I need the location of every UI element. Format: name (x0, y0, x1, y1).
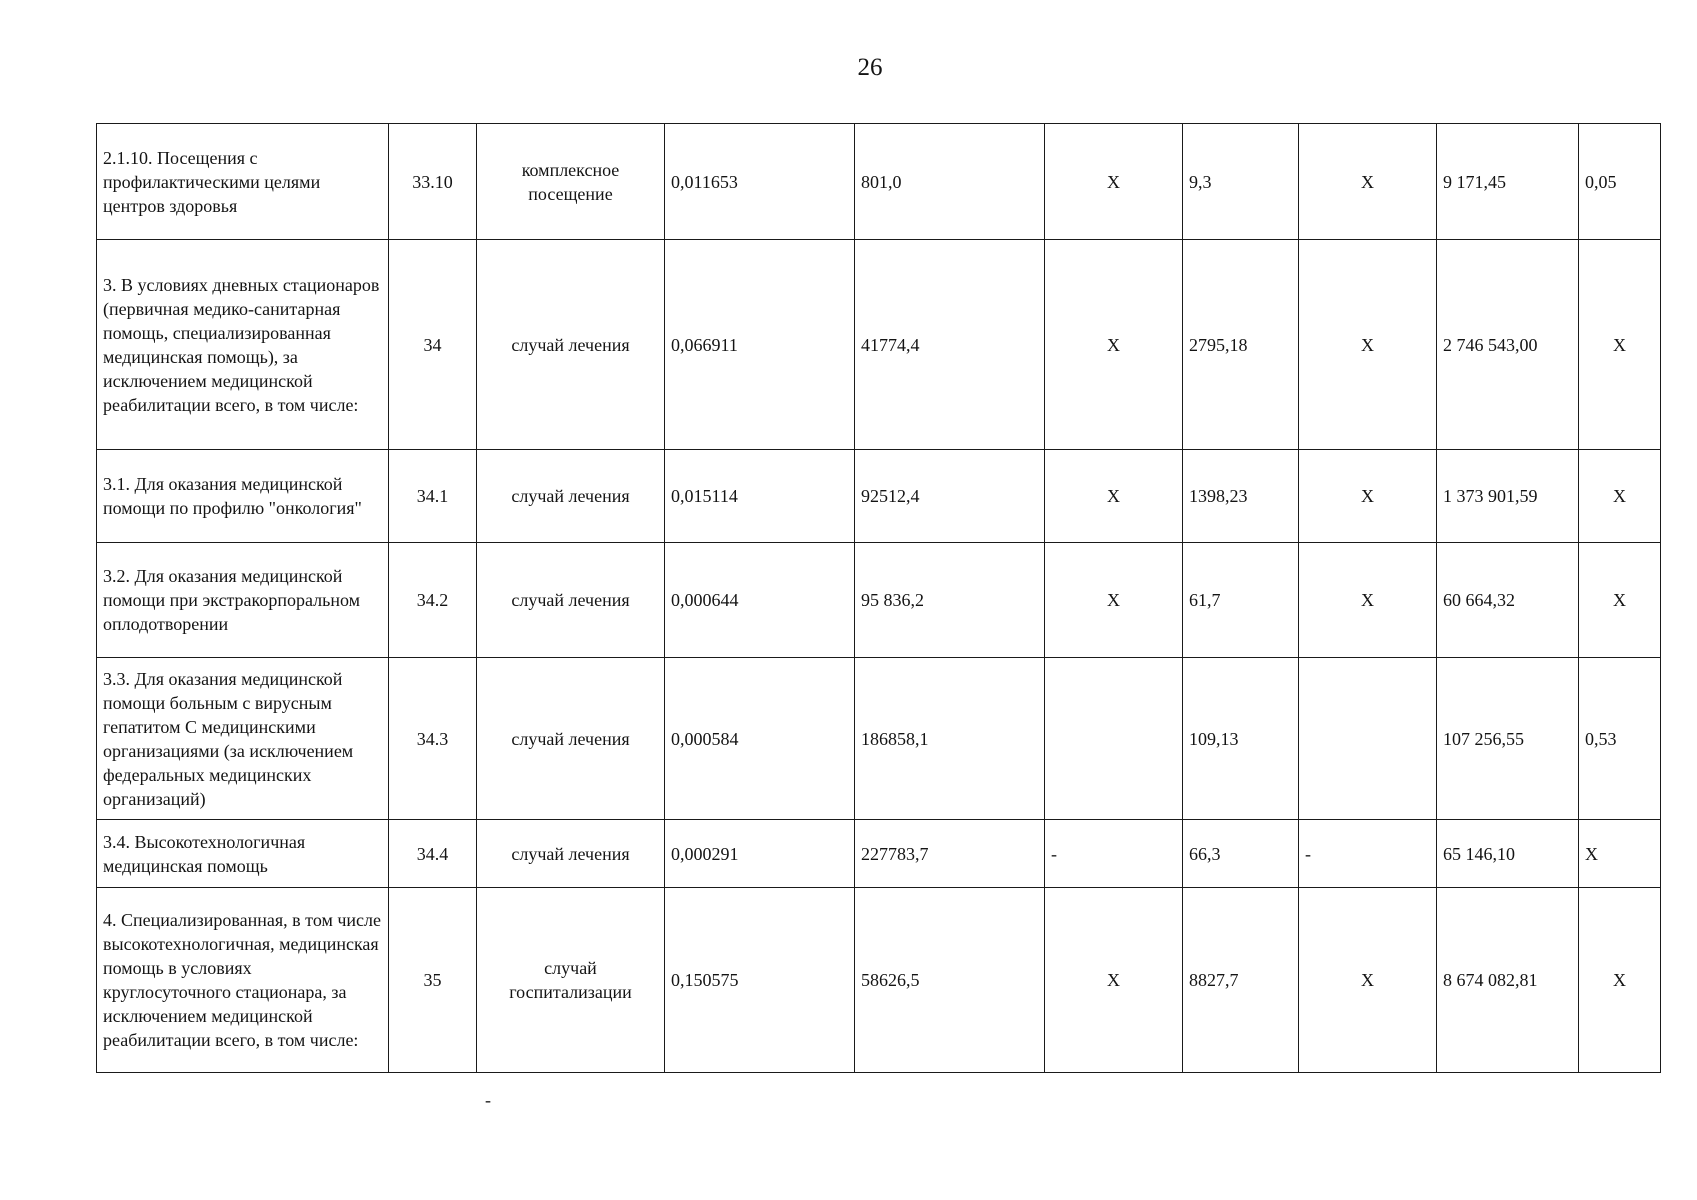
row-value-c8: X (1299, 124, 1437, 240)
row-value-c9: 1 373 901,59 (1437, 450, 1579, 543)
row-value-c4: 0,000584 (665, 658, 855, 820)
table-row (97, 124, 1661, 240)
row-value-c6 (1045, 658, 1183, 820)
row-value-c9: 65 146,10 (1437, 820, 1579, 888)
row-name: 3.2. Для оказания медицинской помощи при экстракорпоральном оплодотворении (97, 543, 389, 658)
row-unit: случай госпитализации (477, 888, 665, 1073)
table-row (97, 543, 1661, 658)
row-value-c5: 41774,4 (855, 240, 1045, 450)
row-value-c5: 801,0 (855, 124, 1045, 240)
row-code: 34 (389, 240, 477, 450)
row-value-c4: 0,150575 (665, 888, 855, 1073)
row-value-c9: 60 664,32 (1437, 543, 1579, 658)
row-value-c7: 2795,18 (1183, 240, 1299, 450)
row-value-c5: 58626,5 (855, 888, 1045, 1073)
row-unit: комплексное посещение (477, 124, 665, 240)
table-row (97, 888, 1661, 1073)
row-name: 4. Специализированная, в том числе высокотехнологичная, медицинская помощь в условиях круглосуточного стационара, за исключением медицинской реабилитации всего, в том числе: (97, 888, 389, 1073)
row-value-c5: 227783,7 (855, 820, 1045, 888)
row-value-c4: 0,066911 (665, 240, 855, 450)
table-row (97, 450, 1661, 543)
row-value-c6: X (1045, 543, 1183, 658)
table-row (97, 240, 1661, 450)
row-value-c7: 9,3 (1183, 124, 1299, 240)
row-value-c4: 0,015114 (665, 450, 855, 543)
row-value-c10: X (1579, 450, 1661, 543)
row-name: 3.1. Для оказания медицинской помощи по профилю "онкология" (97, 450, 389, 543)
row-value-c10: X (1579, 888, 1661, 1073)
row-value-c6: X (1045, 450, 1183, 543)
footer-mark: - (485, 1090, 491, 1110)
row-value-c5: 92512,4 (855, 450, 1045, 543)
row-code: 33.10 (389, 124, 477, 240)
row-name: 3. В условиях дневных стационаров (первичная медико-санитарная помощь, специализированная медицинская помощь), за исключением медицинской реабилитации всего, в том числе: (97, 240, 389, 450)
row-code: 35 (389, 888, 477, 1073)
row-name: 3.3. Для оказания медицинской помощи больным с вирусным гепатитом С медицинскими организациями (за исключением федеральных медицинских организаций) (97, 658, 389, 820)
row-value-c7: 61,7 (1183, 543, 1299, 658)
row-unit: случай лечения (477, 820, 665, 888)
data-table (96, 123, 1661, 1073)
row-value-c10: X (1579, 820, 1661, 888)
row-value-c6: X (1045, 888, 1183, 1073)
row-value-c4: 0,011653 (665, 124, 855, 240)
row-value-c9: 8 674 082,81 (1437, 888, 1579, 1073)
row-value-c4: 0,000644 (665, 543, 855, 658)
row-value-c4: 0,000291 (665, 820, 855, 888)
row-value-c10: X (1579, 240, 1661, 450)
row-value-c10: X (1579, 543, 1661, 658)
row-value-c9: 2 746 543,00 (1437, 240, 1579, 450)
row-code: 34.4 (389, 820, 477, 888)
row-value-c9: 107 256,55 (1437, 658, 1579, 820)
row-value-c6: X (1045, 240, 1183, 450)
table-row (97, 820, 1661, 888)
row-value-c5: 95 836,2 (855, 543, 1045, 658)
row-value-c8: X (1299, 450, 1437, 543)
table-row (97, 658, 1661, 820)
row-code: 34.2 (389, 543, 477, 658)
row-code: 34.1 (389, 450, 477, 543)
row-value-c8 (1299, 658, 1437, 820)
row-unit: случай лечения (477, 543, 665, 658)
row-value-c10: 0,53 (1579, 658, 1661, 820)
row-code: 34.3 (389, 658, 477, 820)
row-value-c9: 9 171,45 (1437, 124, 1579, 240)
row-value-c7: 1398,23 (1183, 450, 1299, 543)
row-value-c6: - (1045, 820, 1183, 888)
page-number: 26 (857, 54, 883, 81)
row-value-c8: X (1299, 888, 1437, 1073)
row-value-c8: X (1299, 543, 1437, 658)
row-name: 2.1.10. Посещения с профилактическими целями центров здоровья (97, 124, 389, 240)
row-value-c10: 0,05 (1579, 124, 1661, 240)
row-unit: случай лечения (477, 658, 665, 820)
row-value-c8: X (1299, 240, 1437, 450)
row-value-c7: 8827,7 (1183, 888, 1299, 1073)
row-unit: случай лечения (477, 450, 665, 543)
row-value-c7: 109,13 (1183, 658, 1299, 820)
row-value-c8: - (1299, 820, 1437, 888)
row-value-c5: 186858,1 (855, 658, 1045, 820)
row-value-c7: 66,3 (1183, 820, 1299, 888)
row-value-c6: X (1045, 124, 1183, 240)
row-name: 3.4. Высокотехнологичная медицинская помощь (97, 820, 389, 888)
row-unit: случай лечения (477, 240, 665, 450)
